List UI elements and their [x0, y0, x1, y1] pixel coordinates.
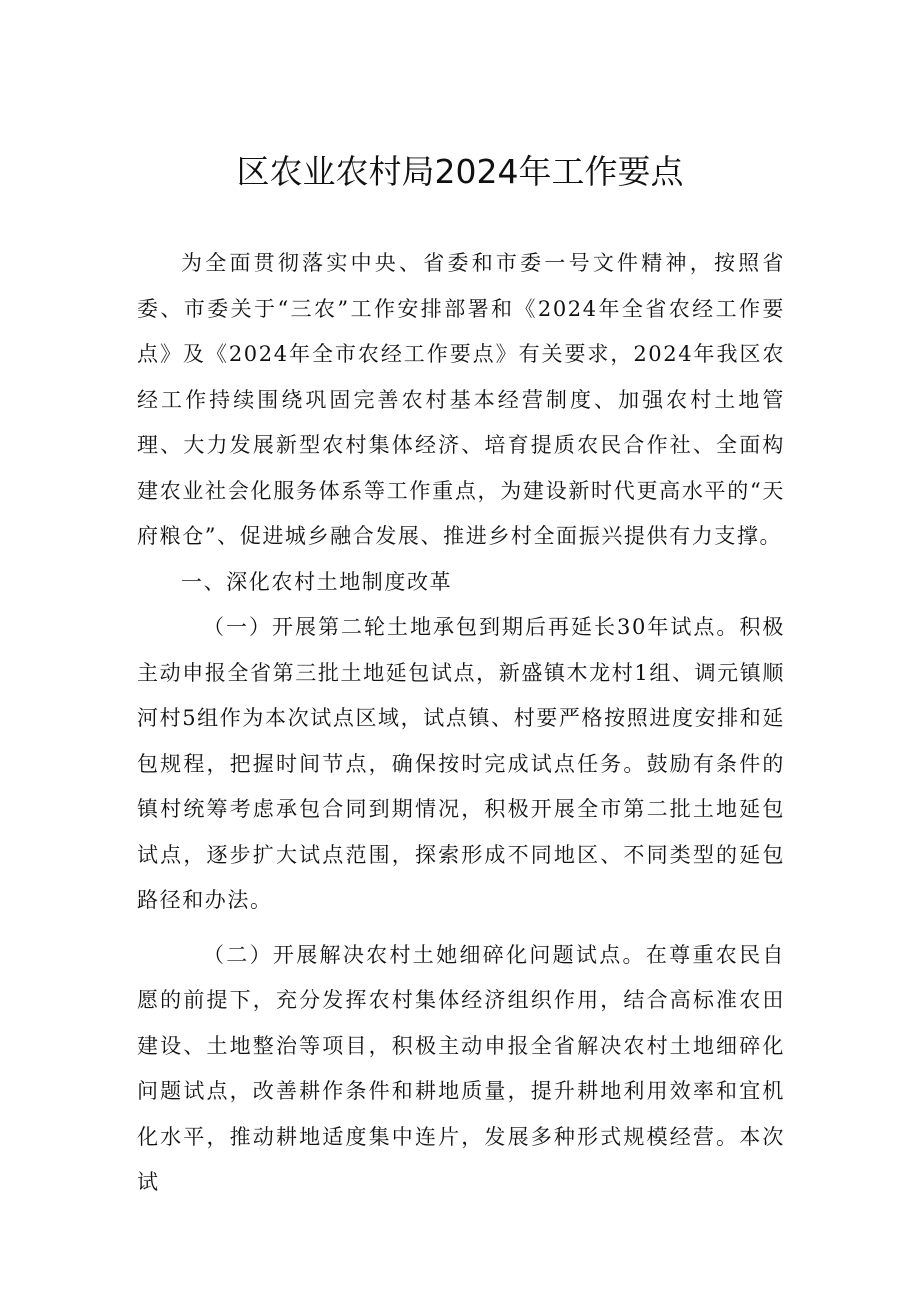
intro-paragraph: 为全面贯彻落实中央、省委和市委一号文件精神，按照省委、市委关于“三农”工作安排部署和《2024年全省农经工作要点》及《2024年全市农经工作要点》有关要求，2024年我区农经工作持续围绕巩固完善农村基本经营制度、加强农村土地管理、大力发展新型农村集体经济、培育提质农民合作社、全面构建农业社会化服务体系等工作重点，为建设新时代更高水平的“天府粮仓”、促进城乡融合发展、推进乡村全面振兴提供有力支撑。 — [137, 251, 785, 548]
document-body — [137, 241, 785, 1206]
item-2-paragraph: （二）开展解决农村土她细碎化问题试点。在尊重农民自愿的前提下，充分发挥农村集体经济组织作用，结合高标准农田建设、土地整治等项目，积极主动申报全省解决农村土地细碎化问题试点，改善耕作条件和耕地质量，提升耕地利用效率和宜机化水平，推动耕地适度集中连片，发展多种形式规模经营。本次试 — [137, 942, 785, 1194]
section-heading-1: 一、深化农村土地制度改革 — [181, 569, 453, 594]
document-title: 区农业农村局2024年工作要点 — [236, 152, 684, 191]
item-1-paragraph: （一）开展第二轮土地承包到期后再延长30年试点。积极主动申报全省第三批土地延包试点，新盛镇木龙村1组、调元镇顺河村5组作为本次试点区域，试点镇、村要严格按照进度安排和延包规程，把握时间节点，确保按时完成试点任务。鼓励有条件的镇村统筹考虑承包合同到期情况，积极开展全市第二批土地延包试点，逐步扩大试点范围，探索形成不同地区、不同类型的延包路径和办法。 — [137, 615, 785, 912]
